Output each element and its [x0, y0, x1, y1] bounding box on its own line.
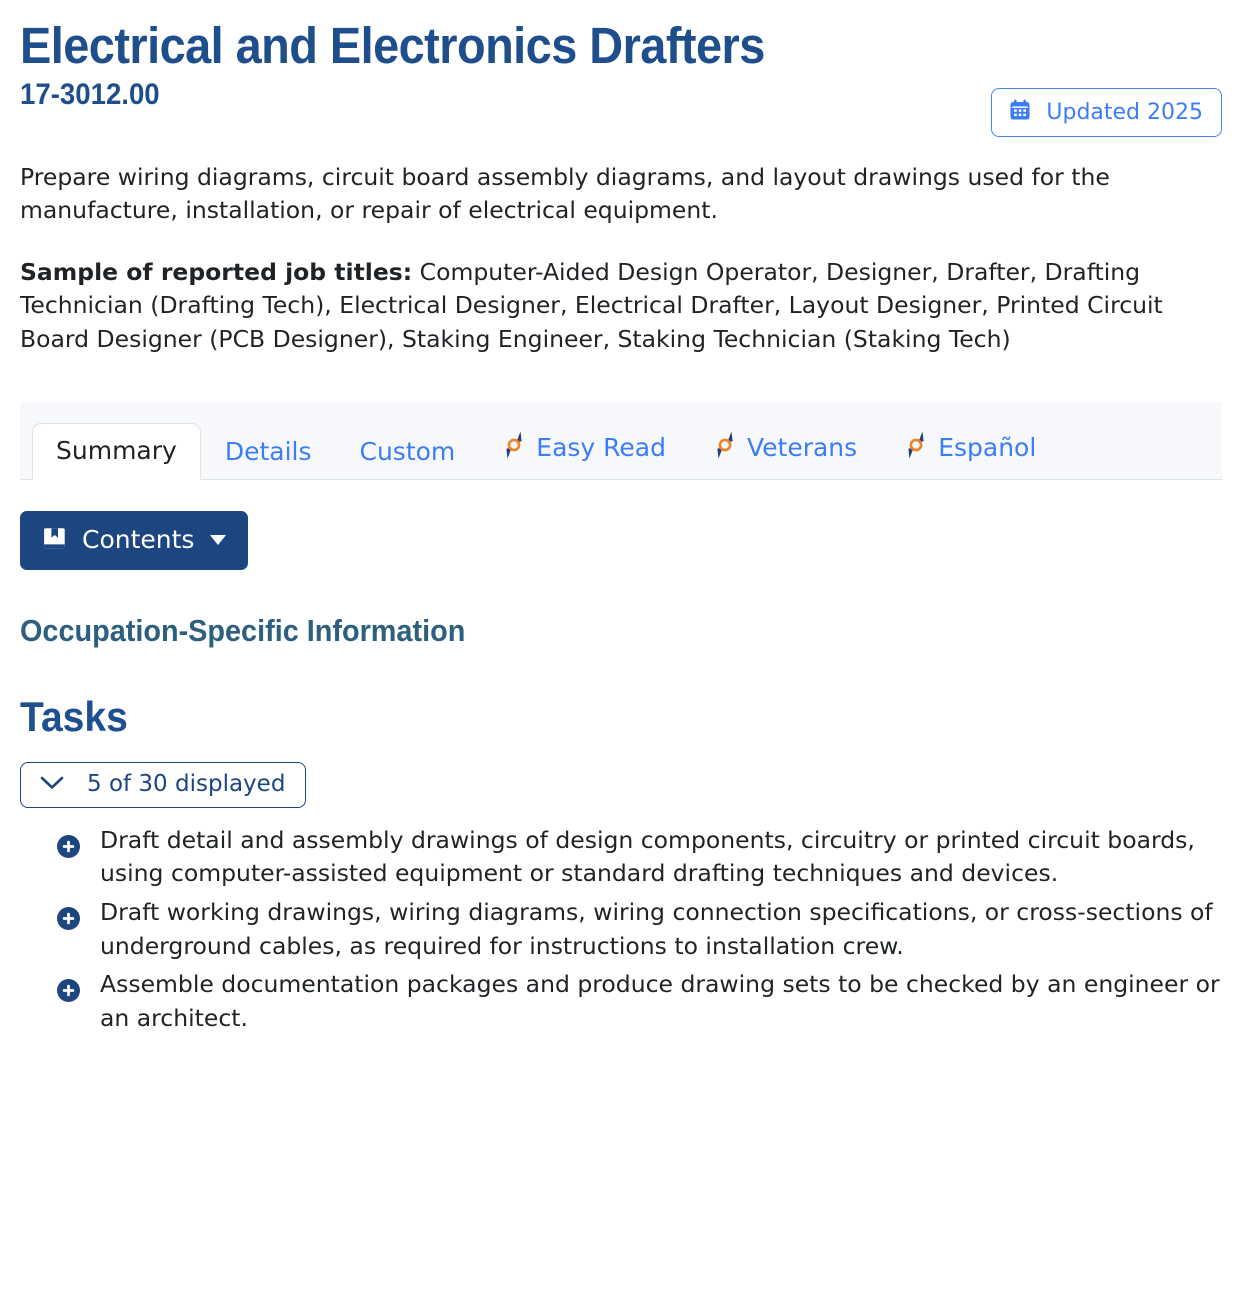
tab-veterans-label: Veterans [746, 433, 858, 463]
occupation-description: Prepare wiring diagrams, circuit board assembly diagrams, and layout drawings used for the manufacture, installation, or repair of electrical equipment. [20, 163, 1110, 225]
chevron-down-icon [210, 535, 226, 545]
expand-plus-icon[interactable] [56, 834, 81, 869]
onet-mark-icon [714, 430, 736, 466]
expand-plus-icon[interactable] [56, 906, 81, 941]
onet-mark-icon [503, 430, 525, 466]
tasks-displayed-toggle[interactable] [20, 762, 306, 808]
occupation-code: 17-3012.00 [20, 78, 160, 112]
tab-details[interactable] [201, 424, 336, 480]
tab-details-label: Details [224, 437, 312, 467]
calendar-icon [1008, 98, 1032, 127]
occupation-specific-heading: Occupation-Specific Information [20, 612, 466, 648]
tab-summary-label: Summary [56, 436, 177, 466]
contents-button-label: Contents [82, 525, 195, 555]
tab-veterans[interactable] [690, 416, 881, 480]
tab-summary[interactable] [32, 423, 201, 480]
tab-easy-read-label: Easy Read [536, 433, 666, 463]
list-item [56, 896, 1222, 963]
page-title: Electrical and Electronics Drafters [20, 17, 765, 74]
contents-button[interactable] [20, 511, 248, 570]
expand-plus-icon[interactable] [56, 978, 81, 1013]
tab-custom-label: Custom [359, 437, 456, 467]
tasks-list [20, 824, 1222, 1036]
tasks-heading: Tasks [20, 692, 128, 740]
book-bookmark-icon [42, 525, 68, 555]
task-text: Draft working drawings, wiring diagrams, wiring connection specifications, or cross-sections of underground cables, as required for instructions to installation crew. [100, 898, 1213, 960]
tab-bar [20, 402, 1222, 480]
updated-badge[interactable] [991, 88, 1222, 137]
tab-custom[interactable] [336, 424, 480, 480]
tab-easy-read[interactable] [479, 416, 690, 480]
task-text: Assemble documentation packages and produce drawing sets to be checked by an engineer or an architect. [100, 970, 1220, 1032]
updated-badge-label: Updated 2025 [1046, 99, 1203, 125]
list-item [56, 824, 1222, 891]
task-text: Draft detail and assembly drawings of design components, circuitry or printed circuit boards, using computer-assisted equipment or standard drafting techniques and devices. [100, 825, 1195, 888]
tab-espanol-label: Español [938, 433, 1037, 463]
chevron-down-icon [39, 773, 65, 796]
job-titles-list: Computer-Aided Design Operator, Designer, Drafter, Drafting Technician (Drafting Tech), Electrical Designer, Electrical Drafter, Layout Designer, Printed Circuit Board Designer (PCB Designer), Staking Engineer, Staking Technician (Staking Tech) [20, 257, 1163, 353]
tasks-displayed-label: 5 of 30 displayed [87, 770, 286, 797]
list-item [56, 968, 1222, 1035]
onet-mark-icon [905, 430, 927, 466]
page-header [20, 0, 1222, 125]
job-titles-paragraph [20, 256, 1222, 356]
tab-espanol[interactable] [881, 416, 1060, 480]
job-titles-label: Sample of reported job titles: [20, 257, 413, 286]
